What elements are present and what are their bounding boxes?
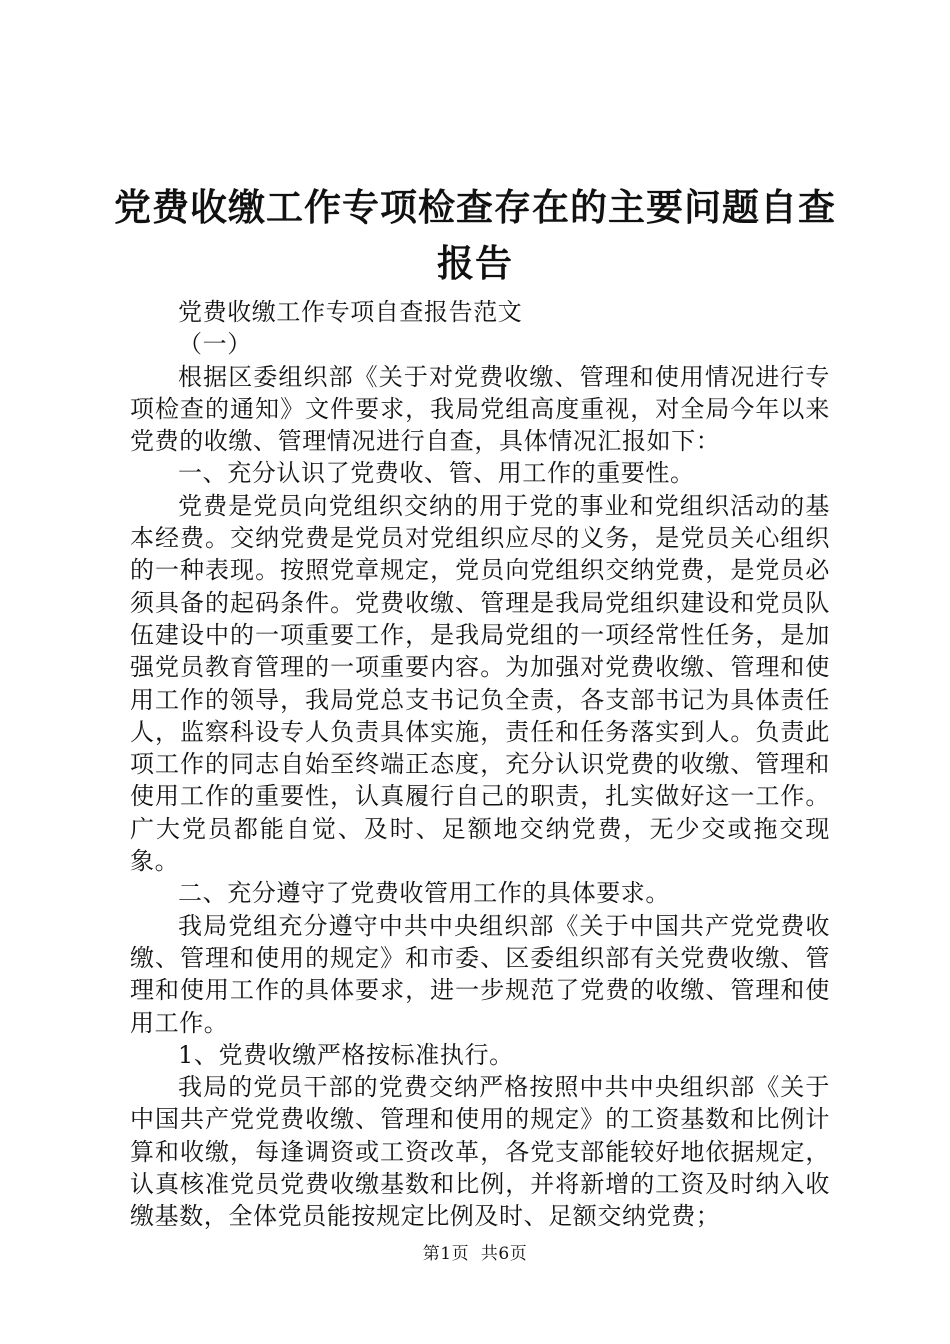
page-number: 第1页 <box>422 1244 470 1264</box>
page-total: 共6页 <box>480 1244 528 1264</box>
page-footer <box>0 1243 950 1265</box>
paragraph-section-one: 党费是党员向党组织交纳的用于党的事业和党组织活动的基本经费。交纳党费是党员对党组织应尽的义务，是党员关心组织的一种表现。按照党章规定，党员向党组织交纳党费，是党员必须具备的起码条件。党费收缴、管理是我局党组织建设和党员队伍建设中的一项重要工作，是我局党组的一项经常性任务，是加强党员教育管理的一项重要内容。为加强对党费收缴、管理和使用工作的领导，我局党总支书记负全责，各支部书记为具体责任人，监察科设专人负责具体实施，责任和任务落实到人。负责此项工作的同志自始至终端正态度，充分认识党费的收缴、管理和使用工作的重要性，认真履行自己的职责，扎实做好这一工作。广大党员都能自觉、及时、足额地交纳党费，无少交或拖交现象。 <box>130 491 830 876</box>
paragraph-section-two: 我局党组充分遵守中共中央组织部《关于中国共产党党费收缴、管理和使用的规定》和市委、区委组织部有关党费收缴、管理和使用工作的具体要求，进一步规范了党费的收缴、管理和使用工作。 <box>130 911 830 1037</box>
heading-section-two: 二、充分遵守了党费收管用工作的具体要求。 <box>178 879 670 908</box>
document-title: 党费收缴工作专项检查存在的主要问题自查报告 <box>114 186 836 285</box>
paragraph-intro: 根据区委组织部《关于对党费收缴、管理和使用情况进行专项检查的通知》文件要求，我局党组高度重视，对全局今年以来党费的收缴、管理情况进行自查，具体情况汇报如下： <box>130 362 830 456</box>
paragraph-subtitle: 党费收缴工作专项自查报告范文 <box>178 298 523 326</box>
heading-item-one: 1、党费收缴严格按标准执行。 <box>178 1040 514 1069</box>
paragraph-section-marker: （一） <box>178 330 252 359</box>
heading-section-one: 一、充分认识了党费收、管、用工作的重要性。 <box>178 459 695 488</box>
document-body <box>130 296 830 1233</box>
paragraph-item-one: 我局的党员干部的党费交纳严格按照中共中央组织部《关于中国共产党党费收缴、管理和使用的规定》的工资基数和比例计算和收缴，每逢调资或工资改革，各党支部能较好地依据规定，认真核准党员党费收缴基数和比例，并将新增的工资及时纳入收缴基数，全体党员能按规定比例及时、足额交纳党费； <box>130 1073 830 1231</box>
